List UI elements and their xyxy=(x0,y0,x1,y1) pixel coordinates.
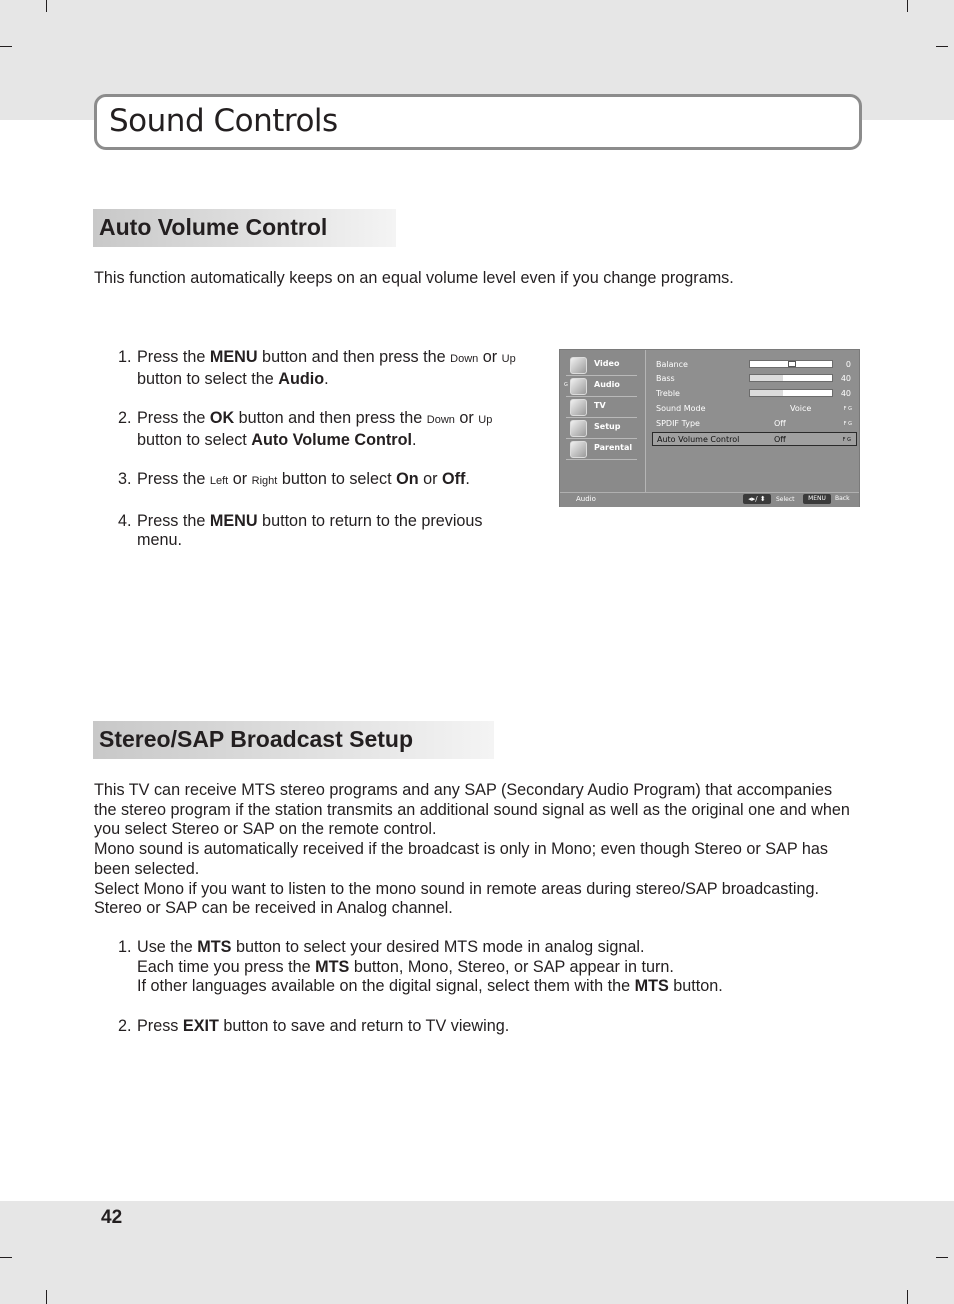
section-title: Stereo/SAP Broadcast Setup xyxy=(99,726,414,752)
osd-row-treble: Treble 40 xyxy=(656,389,851,398)
step-item: 3. Press the Left or Right button to select On or Off. xyxy=(118,470,470,489)
slider-fill xyxy=(750,375,783,381)
osd-menu-tv: TV xyxy=(566,397,637,418)
osd-menu-setup: Setup xyxy=(566,418,637,439)
osd-menu-video: Video xyxy=(566,355,637,376)
setup-icon xyxy=(570,420,587,437)
osd-row-balance: Balance 0 xyxy=(656,360,851,369)
crop-mark xyxy=(46,0,47,12)
down-key-label: Down xyxy=(426,414,455,427)
bass-slider xyxy=(749,374,833,382)
speaker-icon xyxy=(570,378,587,395)
crop-mark xyxy=(0,1257,12,1258)
osd-footer: Audio ◂▸/ ⬍ Select MENU Back xyxy=(560,492,859,507)
step-item: 1. Press the MENU button and then press the Down or Up button to select the Audio. xyxy=(118,348,516,388)
slider-fill xyxy=(750,390,783,396)
left-key-label: Left xyxy=(209,475,229,488)
section-heading-stereo-sap xyxy=(93,721,494,759)
step-item: 2. Press the OK button and then press the Down or Up button to select Auto Volume Control. xyxy=(118,409,493,449)
menu-key-icon: MENU xyxy=(803,494,831,504)
osd-row-bass: Bass 40 xyxy=(656,374,851,383)
page-title: Sound Controls xyxy=(109,103,338,139)
osd-row-sound-mode: Sound Mode Voice F G xyxy=(656,404,852,413)
section-heading-auto-volume xyxy=(93,209,396,247)
crop-mark xyxy=(936,46,948,47)
slider-knob xyxy=(788,361,796,367)
up-key-label: Up xyxy=(501,353,516,365)
balance-slider xyxy=(749,360,833,368)
crop-mark xyxy=(907,1290,908,1304)
treble-slider xyxy=(749,389,833,397)
arrow-keys-icon: ◂▸/ ⬍ xyxy=(743,494,771,504)
crop-mark xyxy=(46,1290,47,1304)
osd-menu-audio: G Audio xyxy=(566,376,637,397)
osd-row-auto-volume-selected: Auto Volume Control Off F G xyxy=(652,432,857,446)
section-title: Auto Volume Control xyxy=(99,214,328,240)
page-number: 42 xyxy=(101,1207,123,1228)
crop-mark xyxy=(936,1257,948,1258)
crop-mark xyxy=(0,46,12,47)
step-item: 2. Press EXIT button to save and return to TV viewing. xyxy=(118,1016,510,1035)
video-icon xyxy=(570,357,587,374)
osd-menu-panel xyxy=(560,350,646,492)
tv-icon xyxy=(570,399,587,416)
intro-paragraph: This function automatically keeps on an equal volume level even if you change programs. xyxy=(94,269,734,287)
step-item: 1. Use the MTS button to select your desired MTS mode in analog signal. Each time you press the MTS button, Mono, Stereo, or SAP appear in turn. If other languages available on the digital signal, select them with the MTS button. xyxy=(118,938,723,996)
footer-band xyxy=(0,1201,954,1304)
osd-row-spdif: SPDIF Type Off F G xyxy=(656,419,852,428)
stereo-sap-steps xyxy=(118,938,858,1037)
up-key-label: Up xyxy=(478,414,493,427)
step-item: 4. Press the MENU button to return to the previous menu. xyxy=(118,511,483,550)
parental-icon xyxy=(570,441,587,458)
active-marker: G xyxy=(564,382,568,388)
down-key-label: Down xyxy=(450,353,479,365)
tv-audio-menu-screenshot xyxy=(559,349,860,507)
crop-mark xyxy=(907,0,908,12)
osd-menu-parental: Parental xyxy=(566,439,637,460)
page-title-box xyxy=(94,94,862,150)
auto-volume-steps xyxy=(118,348,518,551)
stereo-sap-description: This TV can receive MTS stereo programs and any SAP (Secondary Audio Program) that accompanies the stereo program if the station transmits an additional sound signal as well as the original one and when you select Stereo or SAP on the remote control. Mono sound is automatically received if the broadcast is only in Mono; even though Stereo or SAP has been selected. Select Mono if you want to listen to the mono sound in remote areas during stereo/SAP broadcasting. Stereo or SAP can be received in Analog channel. xyxy=(94,781,850,918)
right-key-label: Right xyxy=(251,475,278,488)
